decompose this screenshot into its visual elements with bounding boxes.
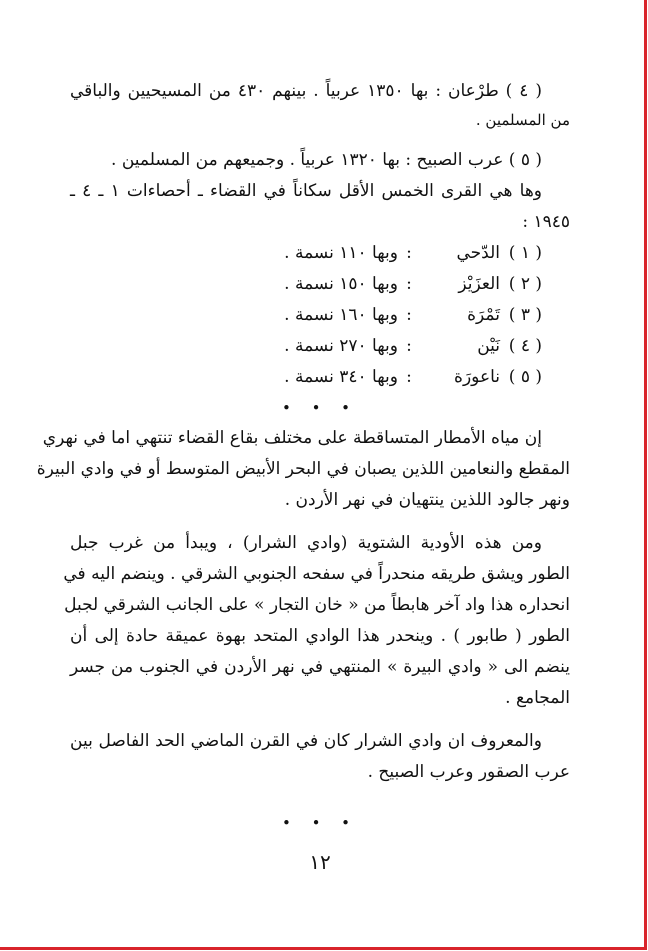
- text-line: ( ٥ ) عرب الصبيح : بها ١٣٢٠ عربياً . وجميعهم من المسلمين .: [111, 150, 542, 170]
- village-population: وبها ٢٧٠ نسمة .: [284, 336, 398, 356]
- village-number: ( ٣ ): [508, 305, 542, 325]
- text-line: الطور ( طابور ) . وينحدر هذا الوادي المتحد بهوة عميقة حادة إلى أن: [70, 626, 570, 646]
- colon: :: [406, 336, 412, 356]
- village-name: نَيْن: [477, 336, 500, 356]
- text-line: ( ٤ ) طرْعان : بها ١٣٥٠ عربياً . بينهم ٤٣٠ من المسيحيين والباقي: [70, 81, 542, 101]
- village-number: ( ٥ ): [508, 367, 542, 387]
- village-number: ( ١ ): [508, 243, 542, 263]
- text-line: ينضم الى « وادي البيرة » المنتهي في نهر الأردن في الجنوب من جسر: [70, 657, 570, 677]
- village-name: الدّحي: [456, 243, 500, 263]
- village-population: وبها ١٦٠ نسمة .: [284, 305, 398, 325]
- text-line: وها هي القرى الخمس الأقل سكاناً في القضاء ـ أحصاءات ١ ـ ٤ ـ: [70, 181, 542, 201]
- text-line: إن مياه الأمطار المتساقطة على مختلف بقاع القضاء تنتهي اما في نهري: [42, 428, 542, 448]
- list-item: [70, 269, 570, 300]
- village-name: العزَيْز: [458, 274, 500, 294]
- page-number: ١٢: [309, 850, 331, 874]
- village-name: ناعورَة: [454, 367, 500, 387]
- colon: :: [406, 274, 412, 294]
- text-line: انحداره هذا واد آخر هابطاً من « خان التجار » على الجانب الشرقي لجبل: [64, 595, 570, 615]
- section-separator: • • •: [281, 399, 359, 417]
- section-separator: • • •: [281, 814, 359, 832]
- book-page: [36, 76, 570, 880]
- text-line: ومن هذه الأودية الشتوية (وادي الشرار) ، ويبدأ من غرب جبل: [70, 533, 542, 553]
- list-item: [70, 331, 570, 362]
- colon: :: [406, 243, 412, 263]
- text-line: المقطع والنعامين اللذين يصبان في البحر الأبيض المتوسط أو في وادي البيرة: [36, 459, 570, 479]
- text-line: ونهر جالود اللذين ينتهيان في نهر الأردن .: [284, 490, 570, 510]
- colon: :: [406, 367, 412, 387]
- text-line: ١٩٤٥ :: [522, 212, 570, 232]
- village-population: وبها ١٥٠ نسمة .: [284, 274, 398, 294]
- text-line: من المسلمين .: [475, 111, 570, 129]
- text-line: المجامع .: [505, 688, 570, 708]
- list-item: [70, 362, 570, 393]
- village-population: وبها ١١٠ نسمة .: [284, 243, 398, 263]
- list-item: [70, 300, 570, 331]
- text-line: عرب الصقور وعرب الصبيح .: [367, 762, 570, 782]
- village-population: وبها ٣٤٠ نسمة .: [284, 367, 398, 387]
- list-item: [70, 238, 570, 269]
- village-name: تَمْرَة: [467, 305, 500, 325]
- village-number: ( ٢ ): [508, 274, 542, 294]
- village-number: ( ٤ ): [508, 336, 542, 356]
- colon: :: [406, 305, 412, 325]
- text-line: الطور ويشق طريقه منحدراً في سفحه الجنوبي الشرقي . وينضم اليه في: [63, 564, 570, 584]
- text-line: والمعروف ان وادي الشرار كان في القرن الماضي الحد الفاصل بين: [70, 731, 542, 751]
